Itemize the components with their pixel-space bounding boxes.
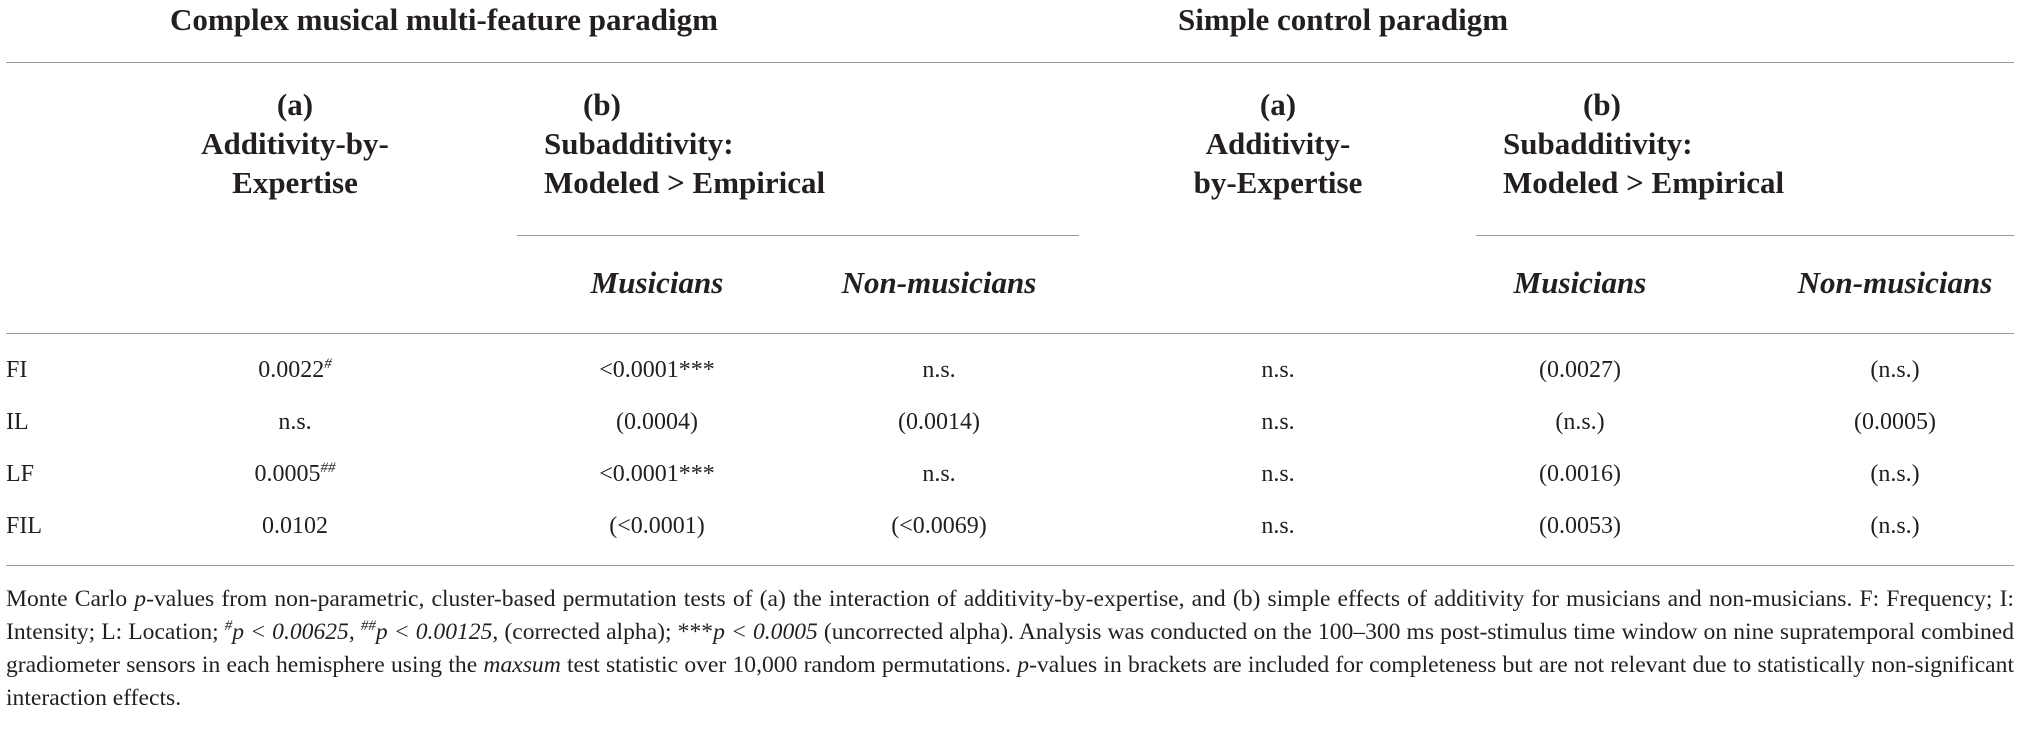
- complex-additivity-cell: 0.0005##: [254, 460, 336, 487]
- complex-col-a-letter: (a): [276, 87, 314, 122]
- complex-nonmusicians-header: Non-musicians: [841, 265, 1037, 300]
- simple-nonmusicians-cell: (0.0005): [1854, 409, 1936, 435]
- simple-musicians-cell: (0.0016): [1539, 461, 1621, 487]
- complex-b-group-rule: [517, 235, 1079, 236]
- complex-additivity-cell: 0.0102: [262, 513, 328, 539]
- simple-additivity-cell: n.s.: [1261, 513, 1295, 539]
- complex-musicians-cell: <0.0001***: [599, 461, 715, 487]
- row-label: IL: [6, 409, 29, 435]
- complex-additivity-cell: n.s.: [278, 409, 312, 435]
- simple-col-b-letter: (b): [1583, 87, 1621, 122]
- complex-col-b-line2: Modeled > Empirical: [544, 165, 826, 200]
- simple-col-b-line1: Subadditivity:: [1503, 126, 1693, 161]
- simple-col-a-line1: Additivity-: [1205, 126, 1351, 161]
- simple-col-a-line2: by-Expertise: [1193, 165, 1363, 200]
- complex-col-b-letter: (b): [583, 87, 621, 122]
- simple-additivity-cell: n.s.: [1261, 357, 1295, 383]
- bottom-rule: [6, 565, 2014, 566]
- complex-nonmusicians-cell: (0.0014): [898, 409, 980, 435]
- complex-musicians-cell: <0.0001***: [599, 357, 715, 383]
- simple-additivity-cell: n.s.: [1261, 409, 1295, 435]
- complex-paradigm-title: Complex musical multi-feature paradigm: [170, 2, 718, 37]
- complex-musicians-header: Musicians: [590, 265, 724, 300]
- complex-col-b-line1: Subadditivity:: [544, 126, 734, 161]
- top-rule: [6, 62, 2014, 63]
- simple-col-a-letter: (a): [1259, 87, 1297, 122]
- simple-additivity-cell: n.s.: [1261, 461, 1295, 487]
- simple-col-a-header: [1130, 85, 1426, 202]
- complex-nonmusicians-cell: n.s.: [922, 357, 956, 383]
- row-label: FI: [6, 357, 28, 383]
- complex-col-a-line1: Additivity-by-: [201, 126, 389, 161]
- simple-nonmusicians-cell: (n.s.): [1870, 357, 1920, 383]
- simple-musicians-header: Musicians: [1513, 265, 1647, 300]
- simple-musicians-cell: (n.s.): [1555, 409, 1605, 435]
- complex-nonmusicians-cell: (<0.0069): [891, 513, 987, 539]
- simple-col-b-line2: Modeled > Empirical: [1503, 165, 1785, 200]
- complex-musicians-cell: (<0.0001): [609, 513, 705, 539]
- row-label: FIL: [6, 513, 42, 539]
- table-footnote: Monte Carlo p-values from non-parametric, cluster-based permutation tests of (a) the interaction of additivity-by-expertise, and (b) simple effects of additivity for musicians and non-musicians. F: Frequency; I: Intensity; L: Location; #p < 0.00625, ##p < 0.00125, (corrected alpha); ***p < 0.0005 (uncorrected alpha). Analysis was conducted on the 100–300 ms post-stimulus time window on nine supratemporal combined gradiometer sensors in each hemisphere using the maxsum test statistic over 10,000 random permutations. p-values in brackets are included for completeness but are not relevant due to statistically non-significant interaction effects.: [6, 586, 2015, 711]
- simple-nonmusicians-cell: (n.s.): [1870, 461, 1920, 487]
- simple-b-group-rule: [1476, 235, 2014, 236]
- simple-musicians-cell: (0.0053): [1539, 513, 1621, 539]
- simple-nonmusicians-cell: (n.s.): [1870, 513, 1920, 539]
- complex-col-a-line2: Expertise: [232, 165, 358, 200]
- simple-musicians-cell: (0.0027): [1539, 357, 1621, 383]
- header-rule: [6, 333, 2014, 334]
- row-label: LF: [6, 461, 35, 487]
- complex-nonmusicians-cell: n.s.: [922, 461, 956, 487]
- complex-musicians-cell: (0.0004): [616, 409, 698, 435]
- simple-paradigm-title: Simple control paradigm: [1178, 2, 1509, 37]
- complex-col-a-header: [150, 85, 440, 202]
- complex-additivity-cell: 0.0022#: [258, 356, 332, 383]
- simple-nonmusicians-header: Non-musicians: [1797, 265, 1993, 300]
